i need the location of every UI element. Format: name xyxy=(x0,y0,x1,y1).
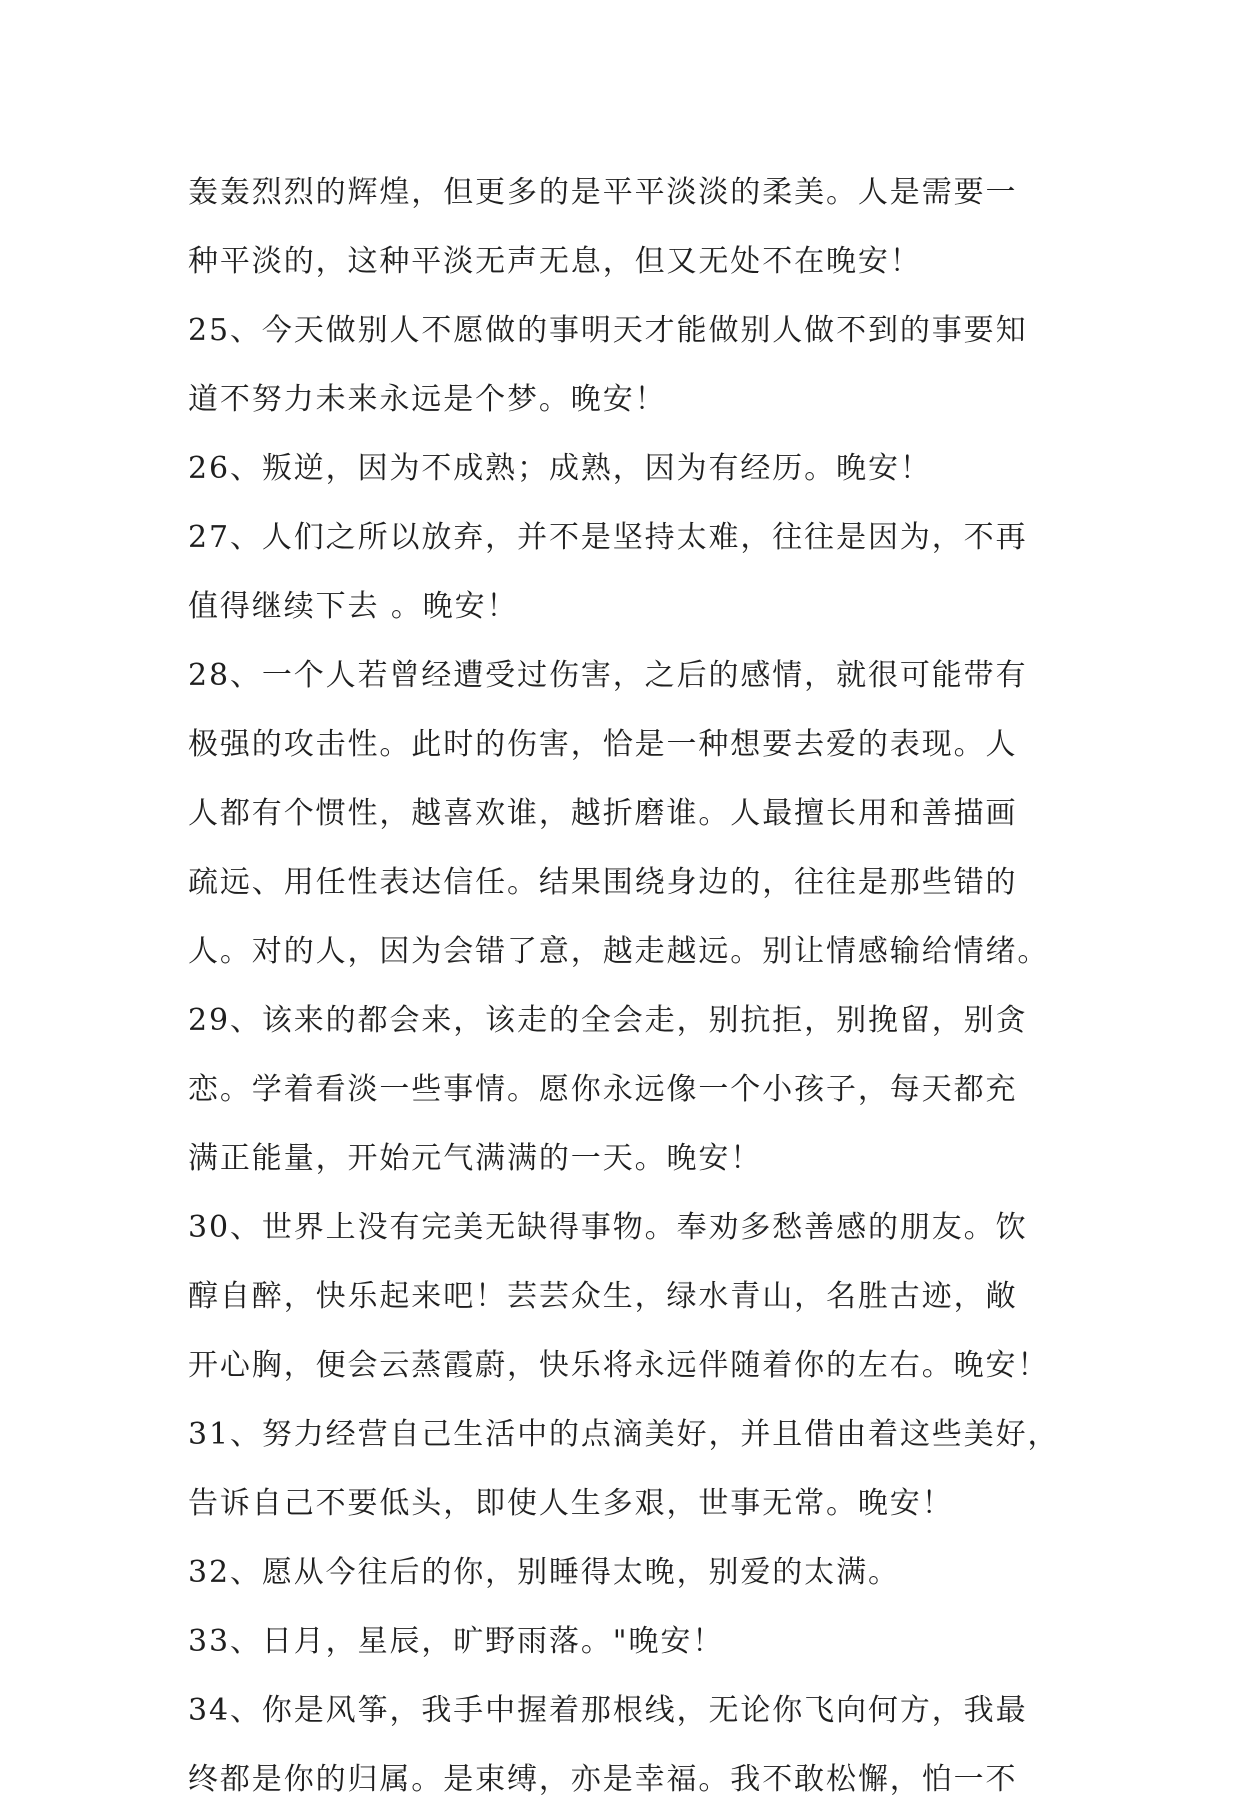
text-line: 27、人们之所以放弃，并不是坚持太难，往往是因为，不再 xyxy=(188,520,1028,555)
text-line: 道不努力未来永远是个梦。晚安！ xyxy=(188,382,667,417)
text-line: 告诉自己不要低头，即使人生多艰，世事无常。晚安！ xyxy=(188,1486,954,1521)
text-line: 28、一个人若曾经遭受过伤害，之后的感情，就很可能带有 xyxy=(188,658,1028,693)
text-line: 疏远、用任性表达信任。结果围绕身边的，往往是那些错的 xyxy=(188,865,1018,900)
text-line: 31、努力经营自己生活中的点滴美好，并且借由着这些美好， xyxy=(188,1417,1060,1452)
text-line: 人。对的人，因为会错了意，越走越远。别让情感输给情绪。 xyxy=(188,934,1050,969)
text-line: 满正能量，开始元气满满的一天。晚安！ xyxy=(188,1141,763,1176)
text-line: 人都有个惯性，越喜欢谁，越折磨谁。人最擅长用和善描画 xyxy=(188,796,1018,831)
text-line: 32、愿从今往后的你，别睡得太晚，别爱的太满。 xyxy=(188,1555,900,1590)
text-line: 轰轰烈烈的辉煌，但更多的是平平淡淡的柔美。人是需要一 xyxy=(188,175,1018,210)
text-line: 醇自醉，快乐起来吧！芸芸众生，绿水青山，名胜古迹，敞 xyxy=(188,1279,1018,1314)
text-line: 开心胸，便会云蒸霞蔚，快乐将永远伴随着你的左右。晚安！ xyxy=(188,1348,1050,1383)
text-line: 34、你是风筝，我手中握着那根线，无论你飞向何方，我最 xyxy=(188,1693,1028,1728)
text-line: 终都是你的归属。是束缚，亦是幸福。我不敢松懈，怕一不 xyxy=(188,1762,1018,1797)
text-line: 29、该来的都会来，该走的全会走，别抗拒，别挽留，别贪 xyxy=(188,1003,1028,1038)
text-line: 种平淡的，这种平淡无声无息，但又无处不在晚安！ xyxy=(188,244,922,279)
text-line: 值得继续下去 。晚安！ xyxy=(188,589,519,624)
text-line: 33、日月，星辰，旷野雨落。"晚安！ xyxy=(188,1624,725,1659)
document-body xyxy=(188,158,1068,1814)
text-line: 30、世界上没有完美无缺得事物。奉劝多愁善感的朋友。饮 xyxy=(188,1210,1028,1245)
text-line: 25、今天做别人不愿做的事明天才能做别人做不到的事要知 xyxy=(188,313,1028,348)
text-line: 恋。学着看淡一些事情。愿你永远像一个小孩子，每天都充 xyxy=(188,1072,1018,1107)
text-line: 极强的攻击性。此时的伤害，恰是一种想要去爱的表现。人 xyxy=(188,727,1018,762)
text-line: 26、叛逆，因为不成熟；成熟，因为有经历。晚安！ xyxy=(188,451,932,486)
